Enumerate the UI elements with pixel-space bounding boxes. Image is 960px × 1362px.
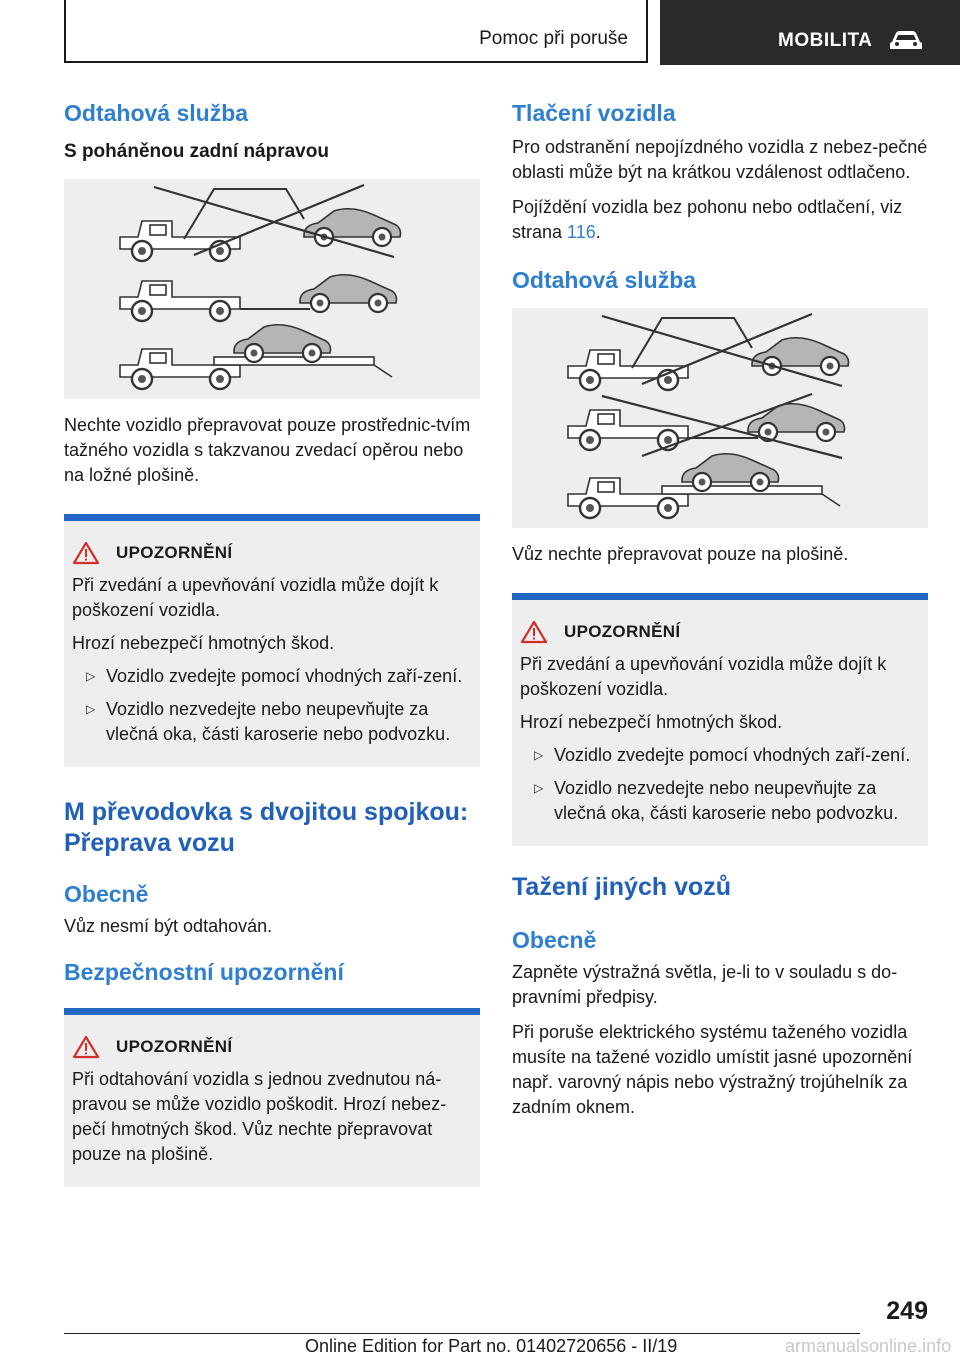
paragraph-transport: Nechte vozidlo přepravovat pouze prostřednic-tvím tažného vozidla s takzvanou zvedací opěrou nebo na ložné plošině. (64, 415, 471, 485)
header-chapter-title: MOBILITA (778, 30, 873, 51)
warning-text: Při zvedání a upevňování vozidla může dojít k poškození vozidla. (72, 575, 439, 620)
bullet-triangle-icon: ▷ (86, 702, 96, 716)
heading-rear-axle: S poháněnou zadní nápravou (64, 141, 329, 162)
heading-safety: Bezpečnostní upozornění (64, 959, 344, 985)
paragraph-hazard-lights: Zapněte výstražná světla, je-li to v souladu s do-pravními předpisy. (512, 962, 898, 1007)
heading-towing-other: Tažení jiných vozů (512, 873, 732, 901)
warning-icon (520, 620, 548, 644)
warning-text: Hrozí nebezpečí hmotných škod. (72, 633, 335, 653)
page-link[interactable]: 116 (567, 222, 596, 242)
list-item: ▷ Vozidlo zvedejte pomocí vhodných zaří-zení. (520, 743, 920, 768)
heading-towing-service: Odtahová služba (512, 267, 697, 293)
warning-title: UPOZORNĚNÍ (116, 1037, 233, 1056)
header-section-tab (64, 0, 648, 63)
list-item: ▷ Vozidlo nezvedejte nebo neupevňujte za vlečná oka, části karoserie nebo podvozku. (72, 697, 472, 747)
car-icon (888, 28, 924, 52)
warning-icon (72, 541, 100, 565)
paragraph-push-ref: Pojíždění vozidla bez pohonu nebo odtlačení, viz strana 116. (512, 197, 903, 242)
left-column (64, 100, 480, 1207)
heading-m-transmission: M převodovka s dvojitou spojkou: Přeprava vozu (64, 798, 469, 857)
list-item: ▷ Vozidlo zvedejte pomocí vhodných zaří-zení. (72, 664, 472, 689)
page-number: 249 (886, 1297, 928, 1325)
footer-watermark: armanualsonline.info (785, 1336, 952, 1356)
heading-general: Obecně (64, 881, 149, 907)
list-item: ▷ Vozidlo nezvedejte nebo neupevňujte za vlečná oka, části karoserie nebo podvozku. (520, 776, 920, 826)
bullet-triangle-icon: ▷ (534, 748, 544, 762)
bullet-triangle-icon: ▷ (534, 781, 544, 795)
paragraph-no-tow: Vůz nesmí být odtahován. (64, 916, 273, 936)
footer-divider (64, 1333, 860, 1334)
footer-edition: Online Edition for Part no. 01402720656 - II/19 (305, 1336, 678, 1356)
paragraph-platform: Vůz nechte přepravovat pouze na plošině. (512, 544, 849, 564)
warning-text: Při odtahování vozidla s jednou zvednutou ná-pravou se může vozidlo poškodit. Hrozí nebez-pečí hmotných škod. Vůz nechte přepravovat pouze na plošině. (72, 1069, 447, 1164)
warning-title: UPOZORNĚNÍ (116, 543, 233, 562)
heading-general: Obecně (512, 927, 597, 953)
heading-pushing: Tlačení vozidla (512, 100, 676, 126)
towing-methods-illustration (512, 308, 928, 528)
warning-box (64, 1008, 480, 1187)
warning-text: Hrozí nebezpečí hmotných škod. (520, 712, 783, 732)
heading-towing-service: Odtahová služba (64, 100, 249, 126)
bullet-triangle-icon: ▷ (86, 669, 96, 683)
warning-icon (72, 1035, 100, 1059)
warning-text: Při zvedání a upevňování vozidla může dojít k poškození vozidla. (520, 654, 887, 699)
warning-box (512, 593, 928, 846)
warning-title: UPOZORNĚNÍ (564, 622, 681, 641)
header-chapter-tab (660, 0, 960, 65)
warning-box (64, 514, 480, 767)
right-column (512, 100, 928, 1130)
paragraph-electrical: Při poruše elektrického systému taženého vozidla musíte na tažené vozidlo umístit jasné upozornění např. varovný nápis nebo výstražný trojúhelník za zadním oknem. (512, 1022, 913, 1117)
header-section-title: Pomoc při poruše (479, 28, 628, 49)
paragraph-push: Pro odstranění nepojízdného vozidla z nebez-pečné oblasti může být na krátkou vzdálenost odtlačeno. (512, 137, 928, 182)
towing-methods-illustration (64, 179, 480, 399)
